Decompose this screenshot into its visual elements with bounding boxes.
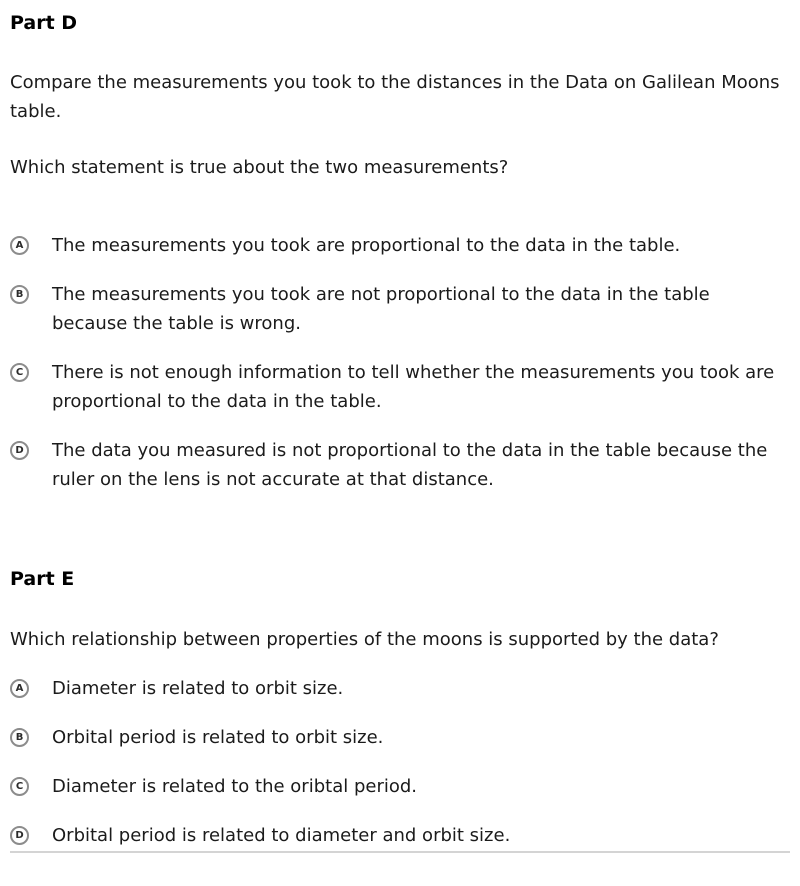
part-d-heading: Part D: [10, 12, 78, 34]
part-d-intro-paragraph: Compare the measurements you took to the distances in the Data on Galilean Moons table.: [10, 72, 780, 122]
option-letter-radio-icon[interactable]: B: [10, 285, 29, 304]
option-letter-radio-icon[interactable]: C: [10, 363, 29, 382]
answer-option-b[interactable]: [10, 723, 790, 752]
option-letter-radio-icon[interactable]: A: [10, 679, 29, 698]
option-text: The measurements you took are proportional to the data in the table.: [52, 235, 681, 256]
option-text: Diameter is related to the oribtal period.: [52, 776, 418, 797]
part-e-question-text: Which relationship between properties of the moons is supported by the data?: [10, 629, 719, 650]
answer-option-b[interactable]: [10, 280, 790, 338]
part-d-question-text: Which statement is true about the two measurements?: [10, 157, 509, 178]
option-text: The measurements you took are not proportional to the data in the table because the table is wrong.: [52, 284, 710, 334]
answer-option-c[interactable]: [10, 358, 790, 416]
part-e-options-list: [10, 674, 790, 850]
answer-option-d[interactable]: [10, 436, 790, 494]
part-d-section: [10, 12, 790, 494]
part-e-heading: Part E: [10, 568, 75, 590]
option-text: Orbital period is related to diameter and orbit size.: [52, 825, 511, 846]
option-text: Orbital period is related to orbit size.: [52, 727, 384, 748]
option-letter-radio-icon[interactable]: C: [10, 777, 29, 796]
part-e-section: [10, 568, 790, 850]
answer-option-a[interactable]: [10, 231, 790, 260]
cutoff-divider: [10, 851, 790, 853]
answer-option-a[interactable]: [10, 674, 790, 703]
option-text: The data you measured is not proportional to the data in the table because the ruler on the lens is not accurate at that distance.: [52, 440, 768, 490]
part-d-options-list: [10, 231, 790, 494]
option-letter-radio-icon[interactable]: B: [10, 728, 29, 747]
answer-option-c[interactable]: [10, 772, 790, 801]
option-letter-radio-icon[interactable]: A: [10, 236, 29, 255]
option-letter-radio-icon[interactable]: D: [10, 441, 29, 460]
option-text: There is not enough information to tell whether the measurements you took are proportional to the data in the table.: [52, 362, 775, 412]
answer-option-d[interactable]: [10, 821, 790, 850]
option-letter-radio-icon[interactable]: D: [10, 826, 29, 845]
option-text: Diameter is related to orbit size.: [52, 678, 344, 699]
